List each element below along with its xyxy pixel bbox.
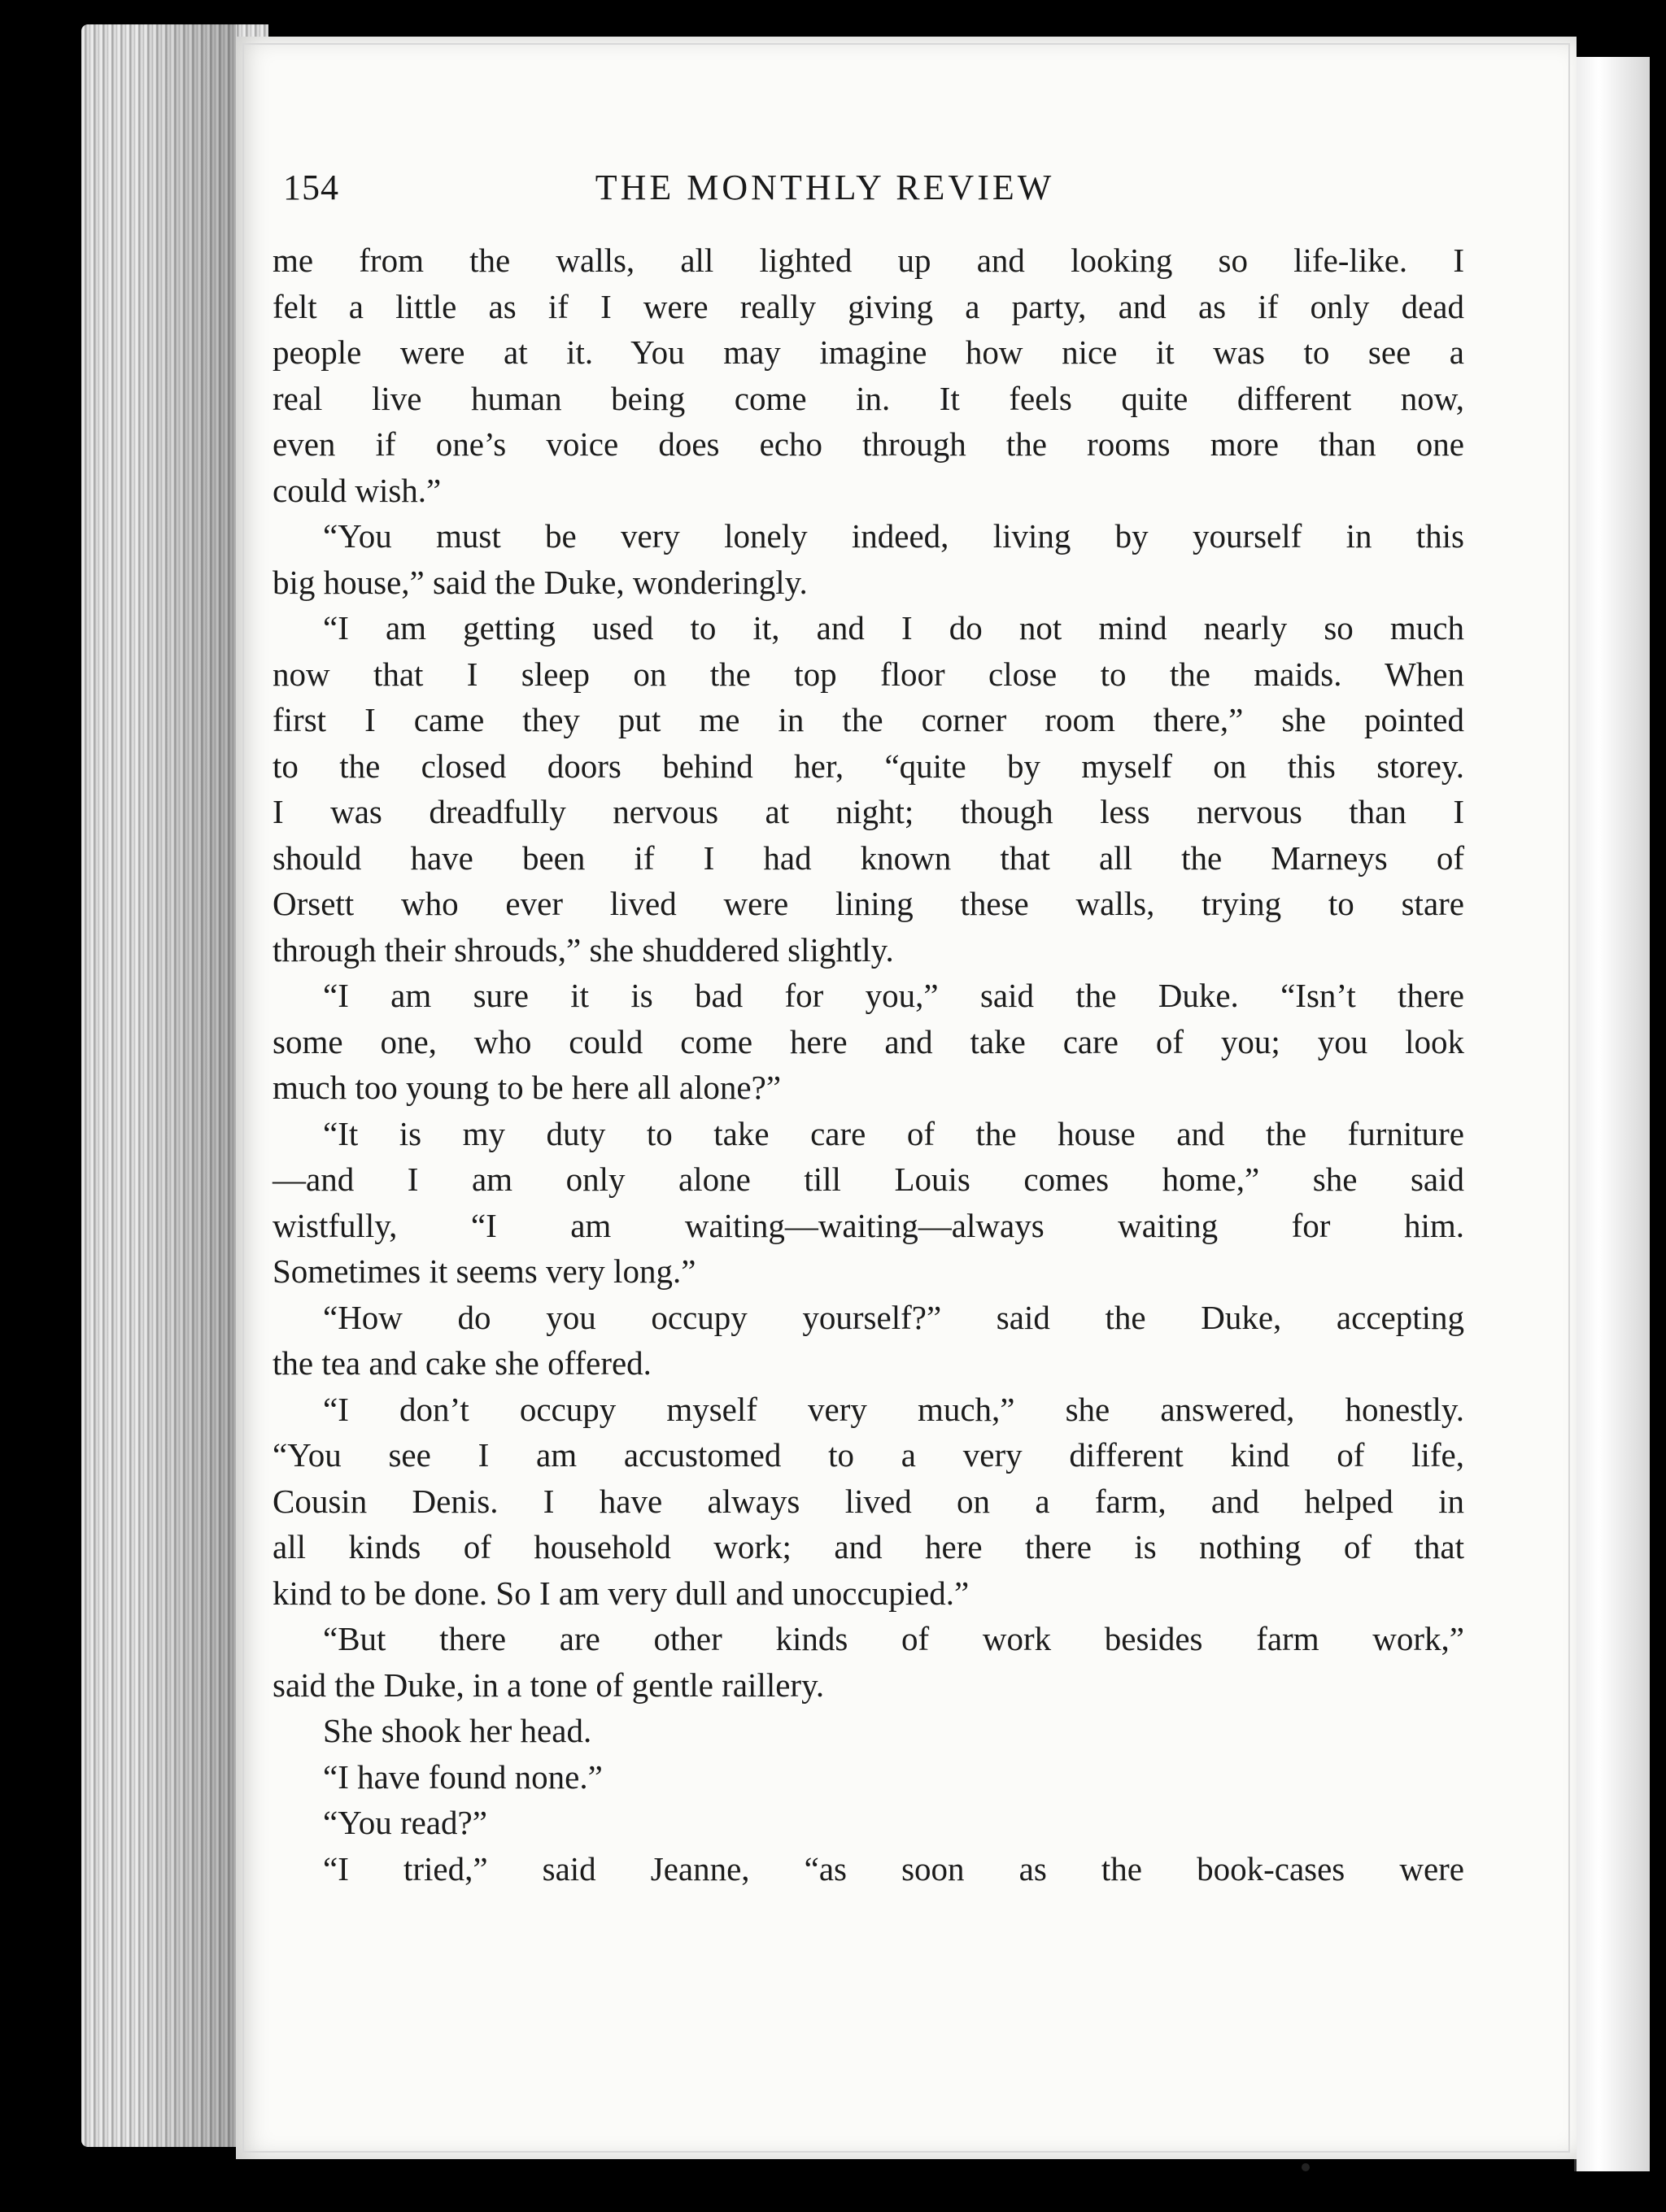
text-line: should have been if I had known that all the Marneys of: [273, 838, 1464, 877]
text-line: She shook her head.: [323, 1712, 592, 1749]
text-line: even if one’s voice does echo through the rooms more than one: [273, 425, 1464, 463]
text-line: “I am sure it is bad for you,” said the Duke. “Isn’t there: [323, 977, 1464, 1014]
paragraph: [273, 1111, 1464, 1295]
text-line: much too young to be here all alone?”: [273, 1069, 782, 1106]
text-line: “You must be very lonely indeed, living by yourself in this: [323, 517, 1464, 555]
ink-speck: [1302, 2163, 1310, 2171]
page-number: 154: [283, 168, 339, 207]
text-line: now that I sleep on the top floor close to the maids. When: [273, 655, 1464, 693]
text-line: wistfully, “I am waiting—waiting—always waiting for him.: [273, 1206, 1464, 1244]
body-text: [273, 237, 1464, 1892]
paragraph: [273, 973, 1464, 1111]
text-line: “You see I am accustomed to a very different kind of life,: [273, 1436, 1464, 1474]
text-line: “But there are other kinds of work besides farm work,”: [323, 1620, 1464, 1657]
paragraph: [273, 1616, 1464, 1708]
text-line: “How do you occupy yourself?” said the Duke, accepting: [323, 1298, 1464, 1336]
text-line: “It is my duty to take care of the house and the furniture: [323, 1114, 1464, 1152]
text-line: Orsett who ever lived were lining these walls, trying to stare: [273, 885, 1464, 922]
text-line: could wish.”: [273, 471, 442, 509]
facing-page-edge: [1574, 57, 1650, 2171]
paragraph: [273, 1295, 1464, 1387]
text-line: to the closed doors behind her, “quite by myself on this storey.: [273, 747, 1464, 785]
text-line: —and I am only alone till Louis comes home,” she said: [273, 1160, 1464, 1198]
text-line: first I came they put me in the corner room there,” she pointed: [273, 701, 1464, 738]
paragraph: [273, 513, 1464, 605]
paragraph: [273, 1800, 1464, 1846]
text-line: felt a little as if I were really giving a party, and as if only dead: [273, 287, 1464, 325]
text-line: “I have found none.”: [323, 1757, 603, 1796]
text-line: the tea and cake she offered.: [273, 1344, 652, 1382]
text-line: real live human being come in. It feels quite different now,: [273, 379, 1464, 417]
text-line: Sometimes it seems very long.”: [273, 1252, 696, 1290]
page-edges-shadow: [138, 24, 236, 2147]
text-line: “I don’t occupy myself very much,” she answered, honestly.: [323, 1390, 1464, 1428]
text-line: kind to be done. So I am very dull and unoccupied.”: [273, 1574, 970, 1612]
paragraph: [273, 605, 1464, 973]
text-line: through their shrouds,” she shuddered slightly.: [273, 930, 894, 969]
text-line: said the Duke, in a tone of gentle raillery.: [273, 1666, 825, 1704]
paragraph: [273, 1708, 1464, 1754]
page-header: [283, 167, 1261, 216]
text-line: big house,” said the Duke, wonderingly.: [273, 563, 808, 601]
paragraph: [273, 1754, 1464, 1801]
paragraph: [273, 237, 1464, 513]
running-title: THE MONTHLY REVIEW: [595, 168, 1055, 207]
text-line: some one, who could come here and take care of you; you look: [273, 1022, 1464, 1060]
text-line: Cousin Denis. I have always lived on a farm, and helped in: [273, 1482, 1464, 1520]
text-line: I was dreadfully nervous at night; though less nervous than I: [273, 793, 1464, 830]
text-line: “I am getting used to it, and I do not mind nearly so much: [323, 609, 1464, 647]
text-line: all kinds of household work; and here there is nothing of that: [273, 1528, 1464, 1565]
text-line: me from the walls, all lighted up and looking so life-like. I: [273, 242, 1464, 279]
text-line: “You read?”: [323, 1804, 487, 1841]
paragraph: [273, 1846, 1464, 1892]
text-line: “I tried,” said Jeanne, “as soon as the book-cases were: [323, 1849, 1464, 1888]
text-line: people were at it. You may imagine how nice it was to see a: [273, 333, 1464, 371]
paragraph: [273, 1387, 1464, 1617]
